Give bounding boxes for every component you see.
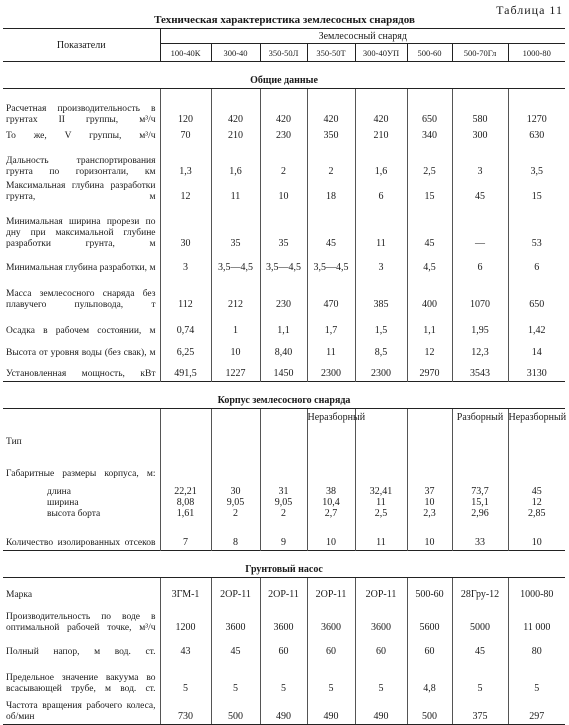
row-label: Количество изолированных отсеков bbox=[6, 538, 156, 548]
value-cell: 212 bbox=[211, 275, 260, 312]
header-model: 300-40 bbox=[211, 44, 260, 62]
value-cell: 35 bbox=[260, 204, 307, 251]
row-label: Расчетная производительность в грунтах II группы, м³/ч bbox=[6, 103, 156, 125]
value-cell: 5 bbox=[211, 659, 260, 696]
header-group: Землесосный снаряд bbox=[160, 29, 565, 44]
value-cell: 350 bbox=[307, 127, 355, 143]
value-cell: 120 bbox=[160, 89, 211, 127]
row-label: длина ширина высота борта bbox=[47, 486, 101, 519]
value-cell: 2 bbox=[307, 143, 355, 179]
value-cell: 2,5 bbox=[407, 143, 452, 179]
value-cell: 2 bbox=[260, 143, 307, 179]
value-cell: 1070 bbox=[452, 275, 508, 312]
table-row bbox=[3, 449, 565, 481]
row-label: Высота от уровня воды (без свак), м bbox=[6, 347, 156, 358]
value-cell: 1,42 bbox=[508, 312, 565, 338]
value-cell: 60 bbox=[260, 635, 307, 659]
value-cell bbox=[260, 449, 307, 481]
value-cell: 1,6 bbox=[211, 143, 260, 179]
value-cell: 43 bbox=[160, 635, 211, 659]
value-cell: 3,5—4,5 bbox=[260, 251, 307, 275]
row-label: Максимальная глубина разработки грунта, м bbox=[6, 180, 156, 202]
value-cell: 730 bbox=[160, 696, 211, 725]
value-cell: 10 bbox=[307, 521, 355, 551]
value-cell: Неразборный bbox=[307, 409, 355, 449]
value-cell: 1,95 bbox=[452, 312, 508, 338]
value-cell: 1227 bbox=[211, 360, 260, 382]
value-cell: 6,25 bbox=[160, 338, 211, 360]
value-cell: 490 bbox=[260, 696, 307, 725]
value-cell: 45 12 2,85 bbox=[508, 481, 565, 521]
value-cell: 11 bbox=[307, 338, 355, 360]
value-cell: 6 bbox=[452, 251, 508, 275]
value-cell: 11 bbox=[355, 204, 407, 251]
value-cell: 4,5 bbox=[407, 251, 452, 275]
value-cell: 30 9,05 2 bbox=[211, 481, 260, 521]
row-label: Масса землесосного снаряда без плавучего пульповода, т bbox=[6, 288, 156, 310]
value-cell: 3ГМ-1 bbox=[160, 578, 211, 602]
value-cell: — bbox=[452, 204, 508, 251]
value-cell: 3600 bbox=[307, 602, 355, 635]
value-cell: 35 bbox=[211, 204, 260, 251]
value-cell: 33 bbox=[452, 521, 508, 551]
value-cell: 28Гру-12 bbox=[452, 578, 508, 602]
table-row bbox=[3, 275, 565, 312]
value-cell: 650 bbox=[407, 89, 452, 127]
value-cell: 53 bbox=[508, 204, 565, 251]
value-cell: Разборный bbox=[452, 409, 508, 449]
header-model: 500-60 bbox=[407, 44, 452, 62]
value-cell bbox=[407, 449, 452, 481]
table-row bbox=[3, 635, 565, 659]
value-cell: 3,5—4,5 bbox=[307, 251, 355, 275]
table-row bbox=[3, 360, 565, 382]
table-title: Техническая характеристика землесосных снарядов bbox=[154, 14, 415, 26]
table-row bbox=[3, 578, 565, 602]
table-row bbox=[3, 251, 565, 275]
specs-table bbox=[3, 28, 565, 725]
value-cell: 3,5 bbox=[508, 143, 565, 179]
value-cell: 11 bbox=[211, 179, 260, 204]
row-label: Дальность транспортирования грунта по горизонтали, км bbox=[6, 155, 156, 177]
value-cell: 30 bbox=[160, 204, 211, 251]
value-cell: 4,8 bbox=[407, 659, 452, 696]
row-label: Производительность по воде в оптимальной рабочей точке, м³/ч bbox=[6, 611, 156, 633]
value-cell bbox=[160, 449, 211, 481]
value-cell: 18 bbox=[307, 179, 355, 204]
value-cell: 11 000 bbox=[508, 602, 565, 635]
value-cell: 2970 bbox=[407, 360, 452, 382]
table-row bbox=[3, 143, 565, 179]
value-cell: 297 bbox=[508, 696, 565, 725]
table-row bbox=[3, 602, 565, 635]
value-cell: 5 bbox=[307, 659, 355, 696]
table-number: Таблица 11 bbox=[496, 3, 563, 17]
value-cell: 70 bbox=[160, 127, 211, 143]
value-cell: 45 bbox=[452, 635, 508, 659]
value-cell: 3600 bbox=[211, 602, 260, 635]
value-cell: 112 bbox=[160, 275, 211, 312]
section-title: Корпус землесосного снаряда bbox=[3, 382, 565, 409]
value-cell: 1,1 bbox=[260, 312, 307, 338]
value-cell: 1000-80 bbox=[508, 578, 565, 602]
value-cell: 3 bbox=[160, 251, 211, 275]
value-cell: 210 bbox=[355, 127, 407, 143]
table-row bbox=[3, 696, 565, 725]
row-label: Габаритные размеры корпуса, м: bbox=[6, 468, 156, 479]
value-cell: 230 bbox=[260, 127, 307, 143]
value-cell: 2ОР-11 bbox=[355, 578, 407, 602]
value-cell: 80 bbox=[508, 635, 565, 659]
value-cell: 45 bbox=[452, 179, 508, 204]
value-cell: 0,74 bbox=[160, 312, 211, 338]
value-cell: 5 bbox=[355, 659, 407, 696]
header-model: 500-70Гл bbox=[452, 44, 508, 62]
header-indicators: Показатели bbox=[3, 29, 160, 62]
row-label: Тип bbox=[6, 436, 22, 447]
value-cell: 500 bbox=[407, 696, 452, 725]
table-row bbox=[3, 338, 565, 360]
value-cell: 2300 bbox=[355, 360, 407, 382]
value-cell: 15 bbox=[407, 179, 452, 204]
value-cell: 5000 bbox=[452, 602, 508, 635]
row-label: Установленная мощность, кВт bbox=[6, 369, 156, 379]
value-cell: 375 bbox=[452, 696, 508, 725]
row-label: Минимальная ширина прорези по дну при максимальной глубине разработки грунта, м bbox=[6, 216, 156, 249]
row-label: То же, V группы, м³/ч bbox=[6, 130, 156, 141]
table-row bbox=[3, 127, 565, 143]
header-model: 350-50Л bbox=[260, 44, 307, 62]
value-cell: 3 bbox=[355, 251, 407, 275]
value-cell: 1270 bbox=[508, 89, 565, 127]
value-cell: 210 bbox=[211, 127, 260, 143]
value-cell: 11 bbox=[355, 521, 407, 551]
value-cell: 630 bbox=[508, 127, 565, 143]
value-cell: 22,21 8,08 1,61 bbox=[160, 481, 211, 521]
value-cell: 420 bbox=[355, 89, 407, 127]
value-cell: 9 bbox=[260, 521, 307, 551]
value-cell: 3 bbox=[452, 143, 508, 179]
value-cell: 12 bbox=[407, 338, 452, 360]
header-model: 300-40УП bbox=[355, 44, 407, 62]
value-cell bbox=[508, 449, 565, 481]
value-cell: 45 bbox=[407, 204, 452, 251]
value-cell bbox=[452, 449, 508, 481]
value-cell: 7 bbox=[160, 521, 211, 551]
value-cell bbox=[260, 409, 307, 449]
value-cell: Неразборный bbox=[508, 409, 565, 449]
table-row bbox=[3, 204, 565, 251]
value-cell: 5 bbox=[260, 659, 307, 696]
value-cell: 1450 bbox=[260, 360, 307, 382]
value-cell: 10 bbox=[260, 179, 307, 204]
value-cell: 5 bbox=[160, 659, 211, 696]
value-cell: 14 bbox=[508, 338, 565, 360]
value-cell: 3600 bbox=[260, 602, 307, 635]
value-cell: 490 bbox=[355, 696, 407, 725]
row-label: Марка bbox=[6, 589, 33, 600]
value-cell: 230 bbox=[260, 275, 307, 312]
table-row bbox=[3, 89, 565, 127]
section-title: Грунтовый насос bbox=[3, 551, 565, 578]
value-cell: 491,5 bbox=[160, 360, 211, 382]
value-cell: 1,7 bbox=[307, 312, 355, 338]
value-cell: 5 bbox=[508, 659, 565, 696]
value-cell: 5600 bbox=[407, 602, 452, 635]
value-cell: 420 bbox=[211, 89, 260, 127]
value-cell: 3543 bbox=[452, 360, 508, 382]
value-cell: 12,3 bbox=[452, 338, 508, 360]
value-cell: 1200 bbox=[160, 602, 211, 635]
value-cell: 10 bbox=[508, 521, 565, 551]
value-cell: 1,5 bbox=[355, 312, 407, 338]
value-cell: 32,41 11 2,5 bbox=[355, 481, 407, 521]
value-cell: 2ОР-11 bbox=[260, 578, 307, 602]
value-cell: 490 bbox=[307, 696, 355, 725]
value-cell: 1 bbox=[211, 312, 260, 338]
value-cell: 400 bbox=[407, 275, 452, 312]
value-cell: 340 bbox=[407, 127, 452, 143]
value-cell: 45 bbox=[307, 204, 355, 251]
value-cell: 37 10 2,3 bbox=[407, 481, 452, 521]
value-cell: 73,7 15,1 2,96 bbox=[452, 481, 508, 521]
value-cell bbox=[307, 449, 355, 481]
value-cell: 6 bbox=[355, 179, 407, 204]
value-cell: 2ОР-11 bbox=[307, 578, 355, 602]
value-cell: 3130 bbox=[508, 360, 565, 382]
value-cell: 5 bbox=[452, 659, 508, 696]
value-cell: 31 9,05 2 bbox=[260, 481, 307, 521]
table-row bbox=[3, 409, 565, 449]
value-cell: 10 bbox=[211, 338, 260, 360]
value-cell: 3600 bbox=[355, 602, 407, 635]
value-cell bbox=[407, 409, 452, 449]
value-cell: 10 bbox=[407, 521, 452, 551]
value-cell: 8,40 bbox=[260, 338, 307, 360]
value-cell: 470 bbox=[307, 275, 355, 312]
value-cell: 500-60 bbox=[407, 578, 452, 602]
row-label: Предельное значение вакуума во всасывающей трубе, м вод. ст. bbox=[6, 672, 156, 694]
value-cell: 650 bbox=[508, 275, 565, 312]
value-cell: 3,5—4,5 bbox=[211, 251, 260, 275]
value-cell: 45 bbox=[211, 635, 260, 659]
value-cell bbox=[160, 409, 211, 449]
value-cell: 60 bbox=[355, 635, 407, 659]
value-cell bbox=[211, 449, 260, 481]
value-cell: 1,1 bbox=[407, 312, 452, 338]
value-cell: 60 bbox=[307, 635, 355, 659]
header-model: 350-50Т bbox=[307, 44, 355, 62]
value-cell: 580 bbox=[452, 89, 508, 127]
value-cell: 60 bbox=[407, 635, 452, 659]
header-model: 100-40К bbox=[160, 44, 211, 62]
section-title: Общие данные bbox=[3, 62, 565, 89]
value-cell: 6 bbox=[508, 251, 565, 275]
value-cell: 300 bbox=[452, 127, 508, 143]
value-cell: 12 bbox=[160, 179, 211, 204]
value-cell: 1,3 bbox=[160, 143, 211, 179]
value-cell bbox=[211, 409, 260, 449]
value-cell bbox=[355, 449, 407, 481]
value-cell: 420 bbox=[307, 89, 355, 127]
table-row bbox=[3, 179, 565, 204]
value-cell: 15 bbox=[508, 179, 565, 204]
value-cell: 1,6 bbox=[355, 143, 407, 179]
table-row bbox=[3, 659, 565, 696]
value-cell: 2300 bbox=[307, 360, 355, 382]
row-label: Частота вращения рабочего колеса, об/мин bbox=[3, 696, 160, 725]
header-model: 1000-80 bbox=[508, 44, 565, 62]
value-cell: 420 bbox=[260, 89, 307, 127]
table-row bbox=[3, 521, 565, 551]
value-cell: 500 bbox=[211, 696, 260, 725]
row-label: Полный напор, м вод. ст. bbox=[6, 646, 156, 657]
row-label: Минимальная глубина разработки, м bbox=[6, 262, 156, 273]
value-cell: 385 bbox=[355, 275, 407, 312]
table-row bbox=[3, 481, 565, 521]
value-cell: 8 bbox=[211, 521, 260, 551]
table-row bbox=[3, 312, 565, 338]
row-label: Осадка в рабочем состоянии, м bbox=[6, 325, 156, 336]
value-cell: 8,5 bbox=[355, 338, 407, 360]
value-cell: 38 10,4 2,7 bbox=[307, 481, 355, 521]
value-cell: 2ОР-11 bbox=[211, 578, 260, 602]
